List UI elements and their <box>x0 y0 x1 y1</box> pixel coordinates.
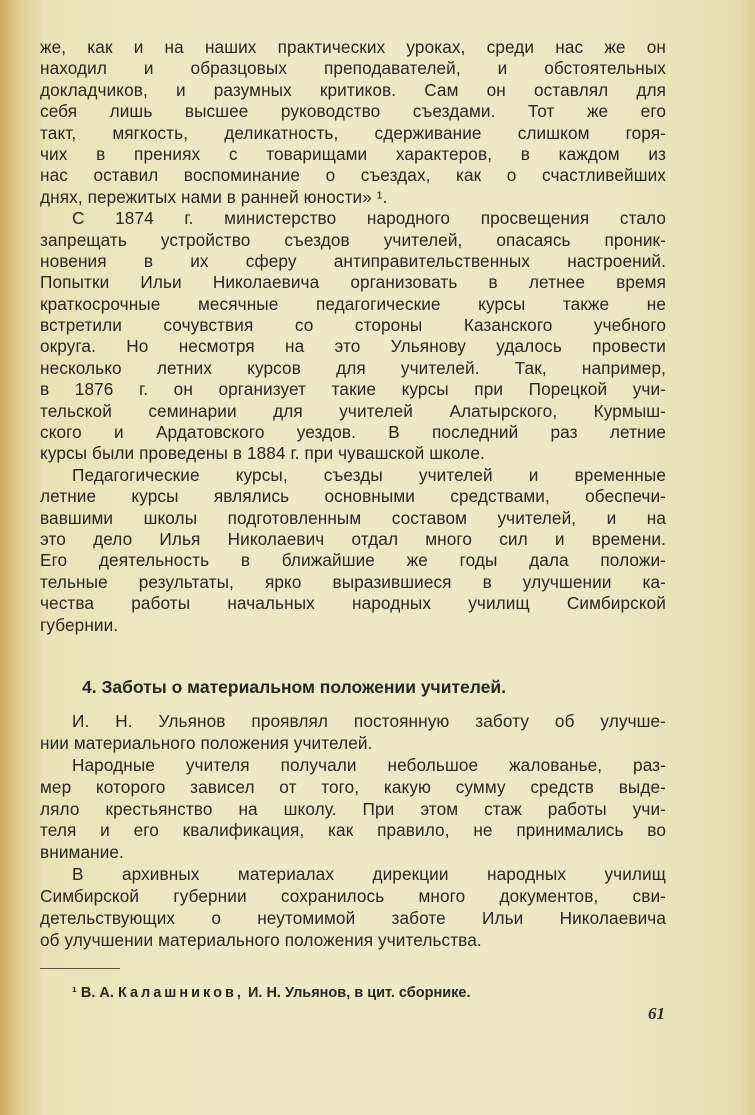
text-line: чих в прениях с товарищами характеров, в каждом из <box>40 143 666 164</box>
footnote-divider <box>40 968 120 969</box>
text-line: округа. Но несмотря на это Ульянову удалось провести <box>40 336 666 357</box>
page-number: 61 <box>648 1004 665 1023</box>
text-line: тельные результаты, ярко выразившиеся в улучшении ка- <box>40 571 666 592</box>
text-line: мер которого зависел от того, какую сумму средств выде- <box>40 776 666 797</box>
text-line: нии материального положения учителей. <box>40 732 373 753</box>
text-line: докладчиков, и разумных критиков. Сам он оставлял для <box>40 79 666 100</box>
text-line: такт, мягкость, деликатность, сдерживание слишком горя- <box>40 122 666 143</box>
text-line: же, как и на наших практических уроках, среди нас же он <box>40 37 666 57</box>
main-text <box>40 37 666 636</box>
text-line: теля и его квалификация, как правило, не принимались во <box>40 820 666 841</box>
text-line: краткосрочные месячные педагогические курсы также не <box>40 293 666 314</box>
text-line: губернии. <box>40 614 119 635</box>
text-line: днях, пережитых нами в ранней юности» ¹. <box>40 186 388 207</box>
text-line: Его деятельность в ближайшие же годы дала положи- <box>40 550 666 571</box>
text-line: курсы были проведены в 1884 г. при чувашской школе. <box>40 443 485 464</box>
section-text <box>40 711 666 952</box>
footnote <box>72 985 470 1001</box>
text-line: нас оставил воспоминание о съездах, как о счастливейших <box>40 165 666 186</box>
text-line: ского и Ардатовского уездов. В последний раз летние <box>40 422 666 443</box>
text-line: В архивных материалах дирекции народных училищ <box>72 864 666 885</box>
text-line: новения в их сферу антиправительственных настроений. <box>40 250 666 271</box>
text-line: в 1876 г. он организует такие курсы при Порецкой учи- <box>40 379 666 400</box>
text-line: Педагогические курсы, съезды учителей и временные <box>72 464 666 485</box>
text-line: детельствующих о неутомимой заботе Ильи Николаевича <box>40 908 666 929</box>
text-line: летние курсы являлись основными средствами, обеспечи- <box>40 486 666 507</box>
text-line: встретили сочувствия со стороны Казанского учебного <box>40 315 666 336</box>
text-line: чества работы начальных народных училищ Симбирской <box>40 593 666 614</box>
text-line: это дело Илья Николаевич отдал много сил и времени. <box>40 528 666 549</box>
text-line: ляло крестьянство на школу. При этом стаж работы учи- <box>40 798 666 819</box>
footnote-initials: В. А. <box>80 985 114 1001</box>
text-line: И. Н. Ульянов проявлял постоянную заботу об улучше- <box>72 711 666 731</box>
text-line: тельской семинарии для учителей Алатырского, Курмыш- <box>40 400 666 421</box>
footnote-author: Калашников, <box>117 985 244 1001</box>
footnote-source: И. Н. Ульянов, в цит. сборнике. <box>247 985 471 1001</box>
text-line: несколько летних курсов для учителей. Так, например, <box>40 357 666 378</box>
section-heading: 4. Заботы о материальном положении учителей. <box>82 677 507 697</box>
text-line: Симбирской губернии сохранилось много документов, сви- <box>40 886 666 907</box>
footnote-mark: ¹ <box>72 985 77 1001</box>
text-line: Попытки Ильи Николаевича организовать в летнее время <box>40 272 666 293</box>
text-line: об улучшении материального положения учительства. <box>40 929 482 950</box>
text-line: себя лишь высшее руководство съездами. Тот же его <box>40 101 666 122</box>
text-line: находил и образцовых преподавателей, и обстоятельных <box>40 58 666 79</box>
text-line: внимание. <box>40 842 124 863</box>
text-line: вавшими школы подготовленным составом учителей, и на <box>40 507 666 528</box>
text-line: запрещать устройство съездов учителей, опасаясь проник- <box>40 229 666 250</box>
text-line: С 1874 г. министерство народного просвещения стало <box>72 208 666 229</box>
text-line: Народные учителя получали небольшое жалованье, раз- <box>72 754 666 775</box>
